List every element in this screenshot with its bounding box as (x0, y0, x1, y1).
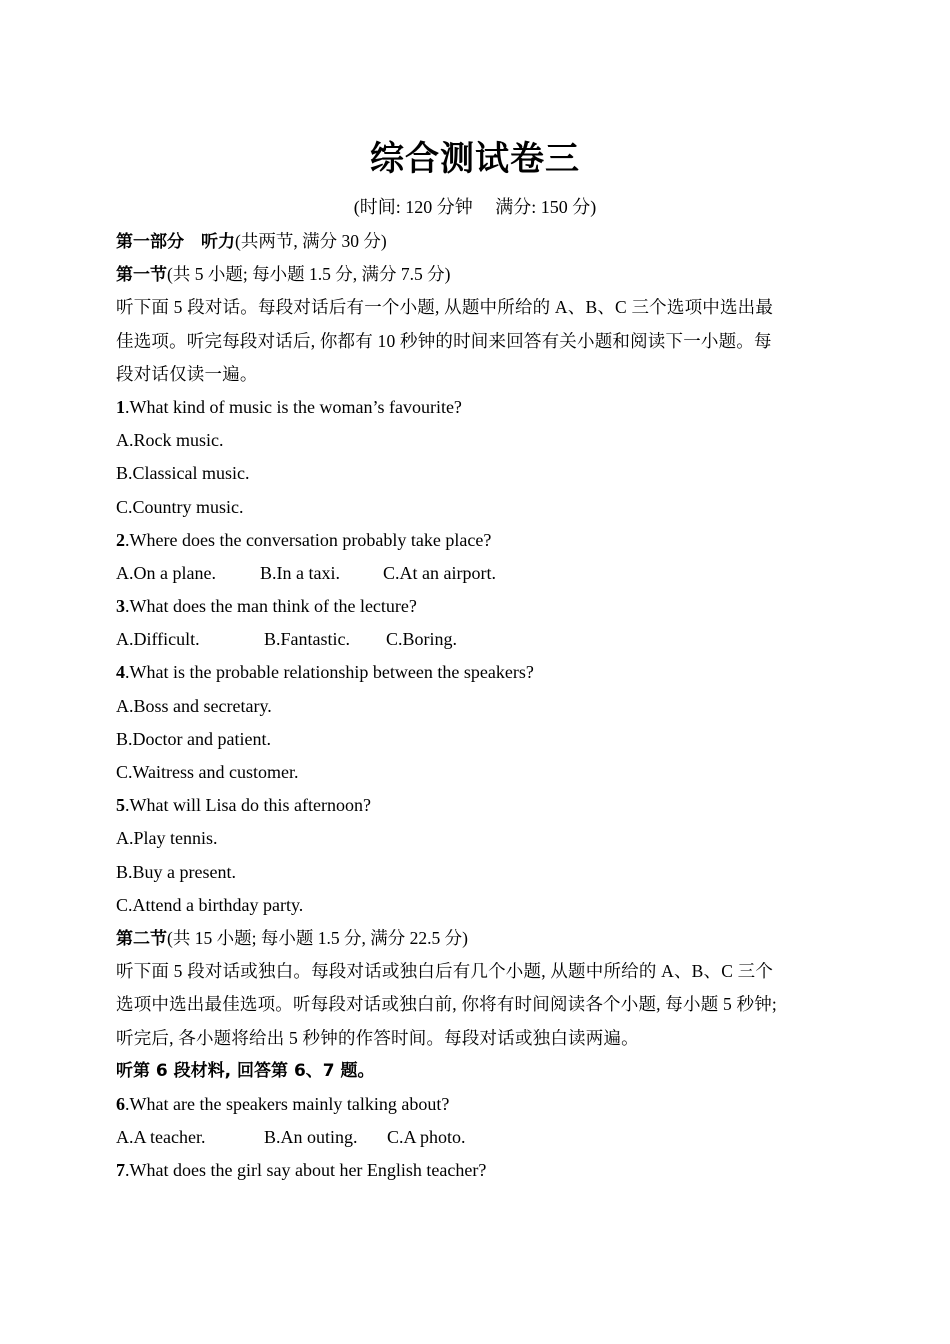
question-text: .What kind of music is the woman’s favourite? (125, 396, 462, 417)
page-title: 综合测试卷三 (370, 139, 580, 179)
instruction-line: 段对话仅读一遍。 (116, 363, 258, 384)
option-a: A.On a plane. (116, 562, 216, 583)
part1-heading-note: (共两节, 满分 30 分) (235, 231, 387, 251)
question-1 (116, 391, 836, 424)
section2-heading (116, 922, 836, 955)
section1-heading (116, 258, 836, 291)
option-b: B.In a taxi. (260, 562, 340, 583)
option-c: C.At an airport. (383, 562, 496, 583)
option-b: B.An outing. (264, 1127, 358, 1148)
question-number: 2 (116, 529, 125, 550)
question-number: 1 (116, 396, 125, 417)
question-text: .Where does the conversation probably take place? (125, 529, 492, 550)
option-a: A.Boss and secretary. (116, 695, 272, 716)
option-a: A.Rock music. (116, 430, 224, 451)
option-c: C.Waitress and customer. (116, 762, 299, 782)
section1-heading-label: 第一节 (116, 265, 167, 286)
option-b: B.Classical music. (116, 463, 250, 484)
option-c: C.Attend a birthday party. (116, 894, 304, 915)
instruction-line: 选项中选出最佳选项。听每段对话或独白前, 你将有时间阅读各个小题, 每小题 5 秒钟; (116, 994, 777, 1015)
option-b: B.Buy a present. (116, 861, 236, 882)
part1-heading (116, 225, 836, 258)
option-a: A.A teacher. (116, 1127, 206, 1148)
question-2 (116, 524, 836, 557)
option-c: C.Boring. (386, 629, 458, 650)
instruction-line: 听下面 5 段对话。每段对话后有一个小题, 从题中所给的 A、B、C 三个选项中选出最 (116, 297, 774, 318)
part1-heading-label: 第一部分 听力 (116, 232, 235, 252)
section2-heading-note: (共 15 小题; 每小题 1.5 分, 满分 22.5 分) (167, 927, 468, 948)
instruction-line: 听完后, 各小题将给出 5 秒钟的作答时间。每段对话或独白读两遍。 (116, 1027, 639, 1048)
question-7 (116, 1154, 836, 1187)
question-6 (116, 1088, 836, 1121)
page-subtitle: (时间: 120 分钟 满分: 150 分) (353, 197, 597, 217)
question-number: 4 (116, 662, 125, 683)
question-number: 7 (116, 1160, 125, 1181)
instruction-line: 佳选项。听完每段对话后, 你都有 10 秒钟的时间来回答有关小题和阅读下一小题。每 (116, 330, 772, 351)
option-b: B.Fantastic. (264, 629, 350, 650)
document-body (116, 225, 836, 1187)
option-c: C.Country music. (116, 496, 244, 517)
question-text: .What are the speakers mainly talking about? (125, 1093, 450, 1114)
section2-heading-label: 第二节 (116, 928, 167, 949)
options-row (116, 623, 836, 656)
question-number: 6 (116, 1093, 125, 1114)
section1-instructions (116, 291, 836, 391)
question-text: .What will Lisa do this afternoon? (125, 795, 371, 816)
question-text: .What does the man think of the lecture? (125, 596, 417, 617)
question-number: 3 (116, 596, 125, 617)
options-row (116, 557, 836, 590)
option-a: A.Difficult. (116, 629, 200, 650)
option-b: B.Doctor and patient. (116, 728, 271, 749)
material-note: 听第 6 段材料, 回答第 6、7 题。 (116, 1060, 375, 1081)
question-text: .What does the girl say about her English teacher? (125, 1160, 487, 1181)
option-c: C.A photo. (387, 1127, 466, 1148)
section1-heading-note: (共 5 小题; 每小题 1.5 分, 满分 7.5 分) (167, 264, 451, 285)
question-4 (116, 656, 836, 689)
question-text: .What is the probable relationship between the speakers? (125, 662, 534, 683)
options-row (116, 1121, 836, 1154)
question-number: 5 (116, 795, 125, 816)
question-5 (116, 789, 836, 822)
question-3 (116, 590, 836, 623)
option-a: A.Play tennis. (116, 828, 218, 849)
instruction-line: 听下面 5 段对话或独白。每段对话或独白后有几个小题, 从题中所给的 A、B、C 三个 (116, 961, 774, 982)
section2-instructions (116, 955, 836, 1055)
